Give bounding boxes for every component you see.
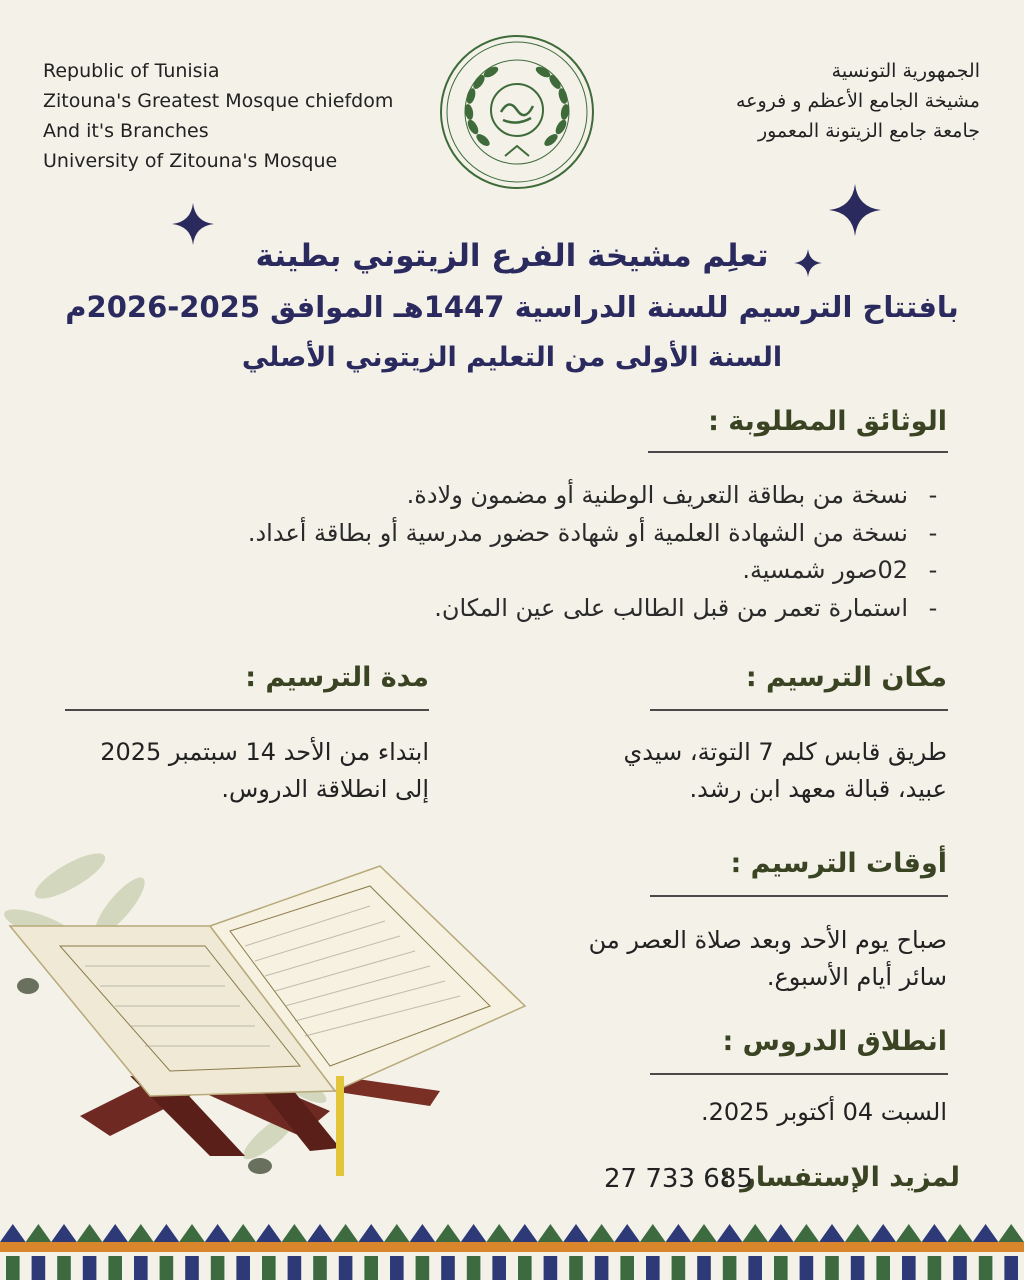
times-line: سائر أيام الأسبوع. [766,963,947,991]
start-date: السبت 04 أكتوبر 2025. [700,1098,947,1126]
border-block [160,1256,174,1280]
border-block [876,1256,890,1280]
border-block [185,1256,199,1280]
border-block [620,1256,634,1280]
border-block [339,1256,353,1280]
list-bullet: - [928,556,938,584]
place-line: طريق قابس كلم 7 التوتة، سيدي [623,738,947,766]
announcement-title: تعلِم مشيخة الفرع الزيتوني بطينة [255,238,769,274]
times-text [527,922,947,996]
start-divider [650,1073,948,1075]
times-line: صباح يوم الأحد وبعد صلاة العصر من [588,926,947,954]
header-english [43,56,393,176]
list-bullet: - [928,593,938,622]
document-item: نسخة من الشهادة العلمية أو شهادة حضور مدرسية أو بطاقة أعداد. [247,518,908,547]
contact-label: لمزيد الإستفسار : [720,1162,960,1193]
border-block [672,1256,686,1280]
duration-heading: مدة الترسيم : [245,662,429,693]
times-heading: أوقات الترسيم : [730,848,947,879]
border-block [979,1256,993,1280]
border-block [851,1256,865,1280]
border-block [364,1256,378,1280]
header-ar-line: الجمهورية التونسية [831,60,980,82]
border-block [441,1256,455,1280]
border-block [697,1256,711,1280]
documents-heading: الوثائق المطلوبة : [708,406,947,437]
announcement-level: السنة الأولى من التعليم الزيتوني الأصلي [241,342,783,373]
document-item: 02صور شمسية. [742,556,908,584]
list-item [88,477,948,515]
border-block [928,1256,942,1280]
border-block [492,1256,506,1280]
header-en-line: Republic of Tunisia [43,60,220,82]
list-item [88,552,948,590]
duration-line: ابتداء من الأحد 14 سبتمبر 2025 [100,738,429,766]
border-block [569,1256,583,1280]
announcement-subtitle: بافتتاح الترسيم للسنة الدراسية 1447هـ الموافق 2025-2026م [65,290,959,324]
list-item [88,590,948,628]
duration-divider [65,709,429,711]
documents-list [88,477,948,627]
start-heading: انطلاق الدروس : [722,1026,947,1057]
border-block [748,1256,762,1280]
border-block [313,1256,327,1280]
list-bullet: - [928,481,938,509]
border-block [108,1256,122,1280]
border-block [953,1256,967,1280]
border-block [390,1256,404,1280]
border-block [467,1256,481,1280]
documents-divider [648,451,948,453]
duration-text [49,734,429,808]
border-block [32,1256,46,1280]
star-icon [829,184,881,236]
place-address [567,734,947,808]
border-block [800,1256,814,1280]
border-block [83,1256,97,1280]
border-block [646,1256,660,1280]
header-ar-line: مشيخة الجامع الأعظم و فروعه [735,90,980,112]
border-block [416,1256,430,1280]
border-block [902,1256,916,1280]
header-en-line: University of Zitouna's Mosque [43,150,338,172]
header-ar-line: جامعة جامع الزيتونة المعمور [757,120,980,142]
decorative-border [0,1220,1024,1280]
place-heading: مكان الترسيم : [745,662,947,693]
border-block [6,1256,20,1280]
quran-on-stand-illustration [0,836,560,1186]
border-block [288,1256,302,1280]
document-item: استمارة تعمر من قبل الطالب على عين المكان. [434,593,908,622]
border-block [57,1256,71,1280]
border-block [544,1256,558,1280]
border-block [1004,1256,1018,1280]
list-bullet: - [928,518,938,547]
border-block [774,1256,788,1280]
duration-line: إلى انطلاقة الدروس. [221,775,429,803]
place-divider [650,709,948,711]
border-block [825,1256,839,1280]
border-block [595,1256,609,1280]
list-item [88,515,948,553]
header-en-line: And it's Branches [43,120,209,142]
border-block [723,1256,737,1280]
border-block [236,1256,250,1280]
document-item: نسخة من بطاقة التعريف الوطنية أو مضمون ولادة. [406,481,908,509]
times-divider [650,895,948,897]
border-block [134,1256,148,1280]
border-block [262,1256,276,1280]
place-line: عبيد، قبالة معهد ابن رشد. [689,775,947,803]
header-en-line: Zitouna's Greatest Mosque chiefdom [43,90,394,112]
header-arabic [736,56,980,146]
contact-phone: 27 733 685 [604,1164,753,1194]
border-block [518,1256,532,1280]
border-block [211,1256,225,1280]
zitouna-seal-logo [437,32,597,192]
